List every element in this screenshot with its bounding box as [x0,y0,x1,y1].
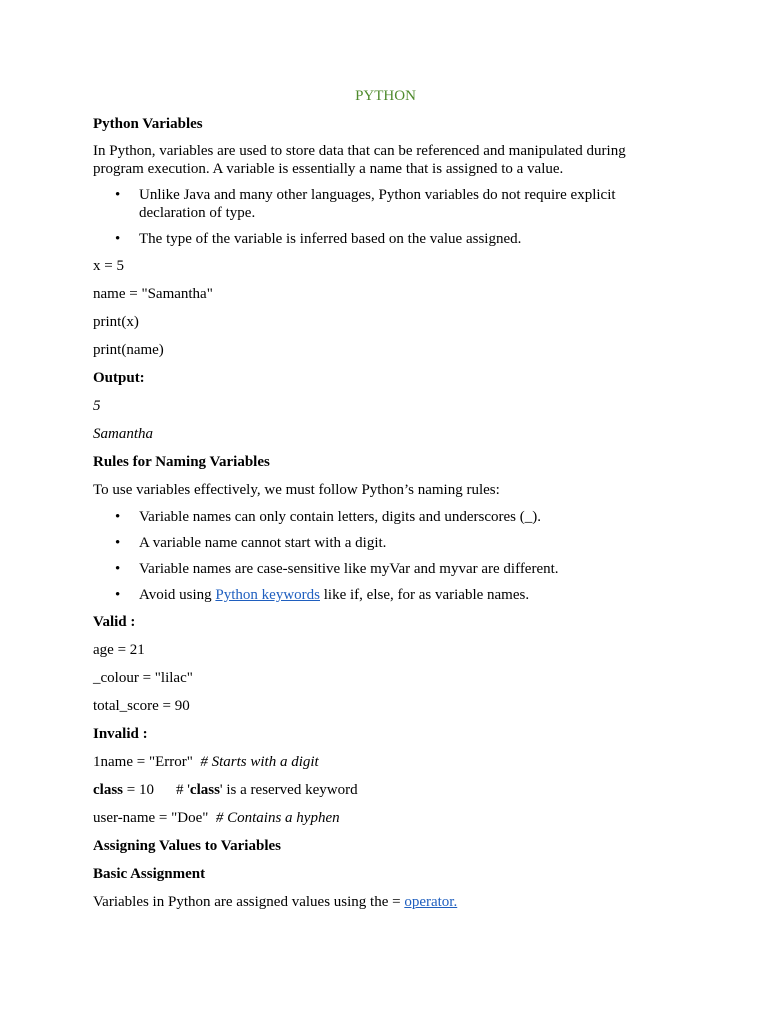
code-comment: # Contains a hyphen [215,810,340,826]
document-page [93,86,678,920]
list-item: • A variable name cannot start with a digit. [115,535,387,551]
output-line: Samantha [93,426,153,442]
output-label: Output: [93,370,145,386]
valid-label: Valid : [93,614,136,630]
document-title: PYTHON [355,88,416,104]
bullet-icon: • [115,561,121,577]
code-line: _colour = "lilac" [93,670,193,686]
list-item: • Variable names can only contain letters, digits and underscores (_). [115,509,541,525]
heading-python-variables: Python Variables [93,116,203,132]
code-line: total_score = 90 [93,698,190,714]
code-line: age = 21 [93,642,145,658]
paragraph-rules-intro: To use variables effectively, we must follow Python’s naming rules: [93,482,500,498]
list-item: • The type of the variable is inferred based on the value assigned. [115,231,522,247]
code-line: x = 5 [93,258,124,274]
bullet-icon: • [115,187,121,203]
code-line: 1name = "Error" # Starts with a digit [93,754,319,770]
code-line: print(name) [93,342,164,358]
python-keywords-link[interactable]: Python keywords [215,587,320,603]
code-comment: # Starts with a digit [200,754,319,770]
list-item: • Variable names are case-sensitive like myVar and myvar are different. [115,561,559,577]
heading-basic-assignment: Basic Assignment [93,866,206,882]
bullet-icon: • [115,535,121,551]
heading-naming-rules: Rules for Naming Variables [93,454,270,470]
code-line: name = "Samantha" [93,286,213,302]
bullet-list-2 [93,508,678,604]
operator-link[interactable]: operator. [404,894,458,910]
paragraph-assignment: Variables in Python are assigned values using the = operator. [93,894,458,910]
output-line: 5 [93,398,101,414]
paragraph-intro: In Python, variables are used to store data that can be referenced and manipulated during program execution. A variable is essentially a name that is assigned to a value. [93,143,626,177]
bullet-icon: • [115,587,121,603]
list-item: • Avoid using Python keywords like if, else, for as variable names. [115,587,530,603]
bullet-icon: • [115,231,121,247]
code-line: user-name = "Doe" # Contains a hyphen [93,810,340,826]
code-line: class = 10 # 'class' is a reserved keyword [93,782,358,798]
bullet-list-1 [93,186,678,248]
code-line: print(x) [93,314,139,330]
list-item: • Unlike Java and many other languages, Python variables do not require explicit declaration of type. [115,187,616,221]
bullet-icon: • [115,509,121,525]
heading-assigning-values: Assigning Values to Variables [93,838,281,854]
invalid-label: Invalid : [93,726,148,742]
